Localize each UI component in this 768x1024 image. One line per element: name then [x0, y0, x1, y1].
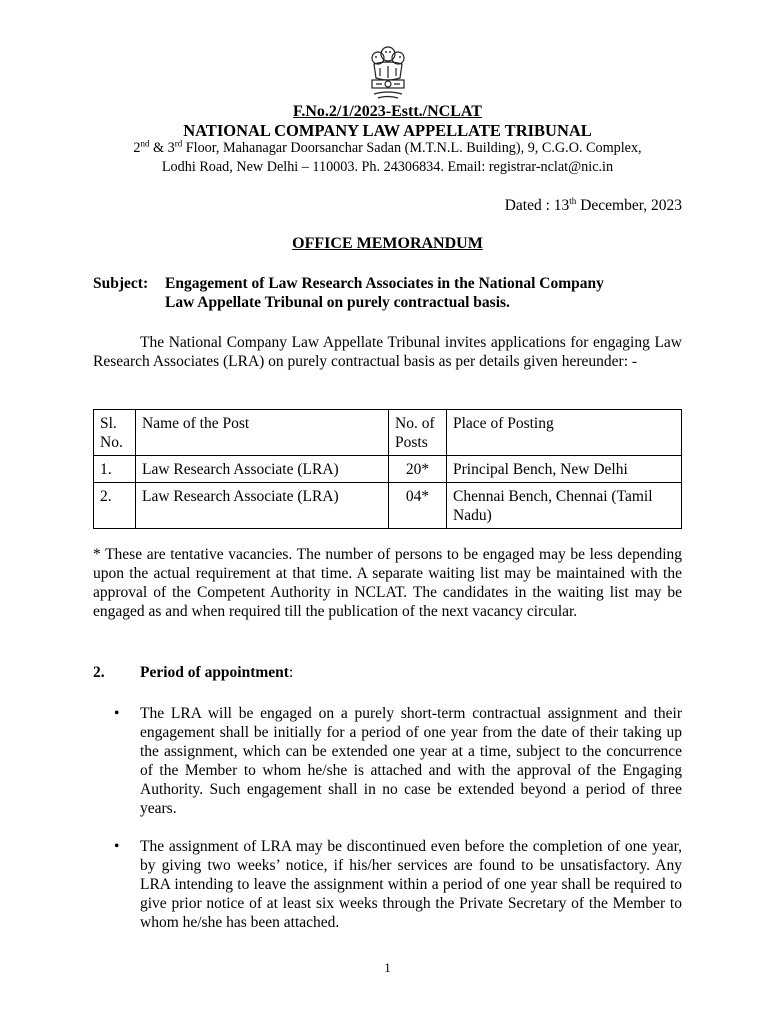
table-row	[94, 456, 682, 483]
table-cell: 04*	[389, 483, 447, 529]
subject-label: Subject:	[93, 275, 149, 292]
table-cell: Law Research Associate (LRA)	[136, 483, 389, 529]
period-bullet-list-1	[93, 704, 682, 818]
address-floor-2: 2	[133, 140, 141, 156]
section-title: Period of appointment	[140, 664, 289, 681]
list-item	[93, 704, 682, 818]
vacancy-table	[93, 409, 682, 529]
intro-text: The National Company Law Appellate Tribunal invites applications for engaging Law Research Associates (LRA) on purely contractual basis as per details given hereunder: -	[93, 334, 682, 370]
period-bullet-list-2	[93, 837, 682, 932]
table-header-row	[94, 410, 682, 456]
page-number: 1	[384, 960, 391, 975]
subject-block	[93, 274, 682, 312]
list-item	[93, 837, 682, 932]
date-prefix: Dated : 13	[504, 197, 570, 214]
organization-name: NATIONAL COMPANY LAW APPELLATE TRIBUNAL	[183, 121, 592, 140]
bullet-icon: •	[114, 838, 120, 855]
subject-line2: Law Appellate Tribunal on purely contractual basis.	[165, 294, 510, 311]
table-cell: 1.	[94, 456, 136, 483]
bullet-icon: •	[114, 705, 120, 722]
national-emblem-icon	[366, 44, 410, 102]
table-cell: 2.	[94, 483, 136, 529]
address-line1-rest: Floor, Mahanagar Doorsanchar Sadan (M.T.N.L. Building), 9, C.G.O. Complex,	[182, 140, 642, 156]
address-sup-nd: nd	[140, 138, 150, 149]
subject-line1: Engagement of Law Research Associates in the National Company	[165, 275, 604, 292]
date-line	[505, 196, 682, 215]
address-floor-3: & 3	[149, 140, 175, 156]
date-sup: th	[569, 195, 577, 206]
section-2-heading	[93, 663, 682, 682]
file-number: F.No.2/1/2023-Estt./NCLAT	[293, 103, 482, 120]
date-suffix: December, 2023	[576, 197, 682, 214]
bullet-text: The LRA will be engaged on a purely short-term contractual assignment and their engagement shall be initially for a period of one year from the date of their taking up the assignment, which can be extended one year at a time, subject to the concurrence of the Member to whom he/she is attached and with the approval of the Engaging Authority. Such engagement shall in no case be extended beyond a period of three years.	[140, 705, 682, 817]
address-line2: Lodhi Road, New Delhi – 110003. Ph. 24306834. Email: registrar-nclat@nic.in	[161, 159, 614, 175]
table-header-cell: Sl. No.	[94, 410, 136, 456]
table-header-cell: No. of Posts	[389, 410, 447, 456]
table-cell: Principal Bench, New Delhi	[447, 456, 682, 483]
table-header-cell: Place of Posting	[447, 410, 682, 456]
memo-title: OFFICE MEMORANDUM	[292, 235, 483, 252]
section-number: 2.	[93, 664, 105, 681]
table-header-cell: Name of the Post	[136, 410, 389, 456]
tentative-vacancy-note: * These are tentative vacancies. The number of persons to be engaged may be less depending upon the actual requirement at that time. A separate waiting list may be maintained with the approval of the Competent Authority in NCLAT. The candidates in the waiting list may be engaged as and when required till the publication of the next vacancy circular.	[93, 546, 682, 620]
table-row	[94, 483, 682, 529]
table-cell: 20*	[389, 456, 447, 483]
intro-paragraph	[93, 333, 682, 371]
address-block	[93, 139, 682, 177]
table-cell: Law Research Associate (LRA)	[136, 456, 389, 483]
table-cell: Chennai Bench, Chennai (Tamil Nadu)	[447, 483, 682, 529]
section-colon: :	[288, 664, 294, 681]
address-sup-rd: rd	[174, 138, 183, 149]
bullet-text: The assignment of LRA may be discontinued even before the completion of one year, by giving two weeks’ notice, if his/her services are found to be unsatisfactory. Any LRA intending to leave the assignment within a period of one year shall be required to give prior notice of at least six weeks through the Private Secretary of the Member to whom he/she has been attached.	[140, 838, 682, 931]
